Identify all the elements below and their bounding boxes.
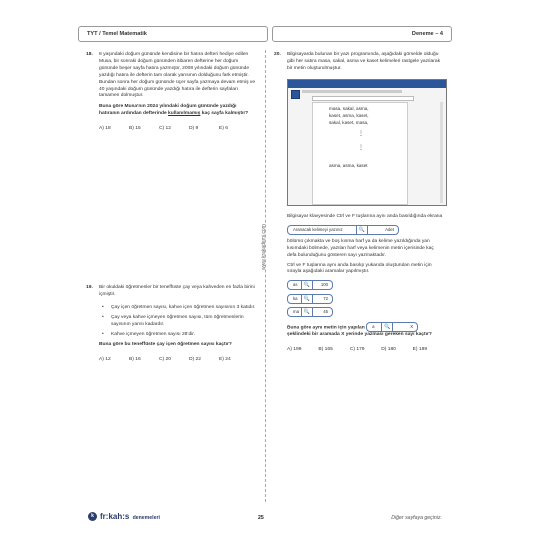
find-box[interactable]	[287, 225, 399, 235]
magnifier-icon: 🔍	[301, 281, 313, 289]
option-e[interactable]: E) 6	[219, 126, 228, 132]
find-count-label: Adet	[385, 226, 394, 232]
option-c[interactable]: C) 20	[159, 357, 171, 363]
search-example	[287, 280, 444, 290]
question-number: 20.	[274, 52, 281, 57]
option-a[interactable]: A) 18	[99, 126, 111, 132]
option-b[interactable]: B) 15	[129, 126, 141, 132]
doc-line: masa, sakal, asma,	[329, 105, 369, 111]
find-count: 72	[323, 295, 328, 301]
logo-subtitle: denemeleri	[132, 515, 160, 521]
question-text: Bilgisayarda bulunan bir yazı programında, aşağıdaki görselde olduğu gibi her satıra masa, sakal, asma ve kaset kelimeleri rastgele yazılarak bir metin oluşturulmuştur.	[287, 52, 441, 71]
question-prompt	[99, 104, 256, 118]
option-b[interactable]: B) 16	[129, 357, 141, 363]
find-box[interactable]	[287, 307, 333, 317]
find-term: ka	[293, 295, 298, 301]
word-app-icon	[291, 90, 300, 99]
option-a[interactable]: A) 12	[99, 357, 111, 363]
ellipsis-dots: ⋮	[358, 144, 365, 151]
find-term: as	[293, 282, 298, 288]
page-footer	[78, 512, 452, 526]
find-box[interactable]	[366, 322, 418, 332]
option-d[interactable]: D) 180	[381, 347, 396, 353]
option-e[interactable]: E) 189	[412, 347, 428, 353]
next-page-note: Diğer sayfaya geçiniz.	[391, 515, 442, 521]
column-divider	[265, 50, 266, 502]
page-number: 25	[258, 515, 264, 521]
explanation-text: Ctrl ve F tuşlarına aynı anda basılıp yukarıda oluşturulan metin için sırayla aşağıdaki aramalar yapılmıştır.	[287, 262, 432, 275]
question-20	[274, 52, 444, 354]
question-18	[86, 52, 256, 133]
find-count: 100	[320, 282, 328, 288]
prompt-part: şeklindeki bir aramada X yerinde yazması gereken sayı kaçtır?	[287, 332, 432, 338]
answer-options	[99, 357, 256, 364]
find-box[interactable]	[287, 280, 333, 290]
question-prompt: Buna göre bu teneffüste çay içen öğretmen sayısı kaçtır?	[99, 342, 232, 348]
toolbar	[302, 90, 402, 93]
option-b[interactable]: B) 165	[318, 347, 333, 353]
option-c[interactable]: C) 12	[159, 126, 171, 132]
option-e[interactable]: E) 24	[219, 357, 231, 363]
option-c[interactable]: C) 179	[349, 347, 365, 353]
instruction-text: Bilgisayar klavyesinde Ctrl ve F tuşlarına aynı anda basıldığında ekrana	[287, 213, 443, 219]
search-example	[287, 307, 444, 317]
question-19	[86, 285, 256, 364]
question-text: 8 yaşındaki doğum gününde kendisine bir hatıra defteri hediye edilen Musa, bir sonraki doğum gününden itibaren defterine her doğum gününde beşer sayfa hatıra yazmıştır, 2008 yılındaki doğum gününde yazdığı hatıra ile defterin tam olarak yarısının dolduğunu fark etmiştir. Bundan sonra her doğum gününde üçer sayfa yazmaya devam etmiş ve 40 yaşındaki doğum gününde yazdığı hatıra ile defterin sayfaları tamamen dolmuştur.	[99, 52, 256, 99]
exam-page	[78, 20, 452, 532]
logo-text: fr:kah:s	[100, 512, 130, 521]
answer-options	[99, 126, 256, 133]
answer-options	[287, 347, 444, 354]
document-area	[312, 102, 408, 205]
magnifier-icon: 🔍	[381, 323, 393, 331]
option-d[interactable]: D) 22	[189, 357, 201, 363]
option-a[interactable]: A) 199	[287, 347, 302, 353]
condition-list	[99, 305, 256, 339]
watermark: www.krakademi.com	[261, 224, 267, 270]
find-count: X	[410, 323, 414, 329]
find-box[interactable]	[287, 294, 333, 304]
question-number: 19.	[86, 285, 93, 290]
find-term: ma	[293, 308, 299, 314]
prompt-part: Buna göre Musa’nın 2024 yılındaki doğum gününde yazdığı hatıranın ardından defterinde	[99, 104, 237, 117]
question-number: 18.	[86, 52, 93, 57]
condition-item: • Kahve içmeyen öğretmen sayısı 28’dir.	[99, 332, 256, 339]
word-processor-window	[287, 79, 447, 206]
find-term: a	[372, 323, 375, 329]
prompt-underlined: kullanılmamış	[168, 111, 201, 117]
scrollbar[interactable]	[440, 102, 443, 203]
condition-item: • Çay veya kahve içmeyen öğretmen sayısı, tüm öğretmenlerin sayısının yarısı kadardır.	[99, 315, 256, 329]
option-d[interactable]: D) 9	[189, 126, 199, 132]
find-count: 45	[323, 308, 328, 314]
explanation-text: bölümü çıkmakta ve boş kısma harf ya da kelime yazıldığında yan kısımdaki bölmede, yazılan harf veya kelimenin metin içerisinde kaç defa bulunduğunu gösteren sayı yazmaktadır.	[287, 238, 434, 258]
ruler	[312, 96, 414, 101]
search-example	[287, 294, 444, 304]
header-exam: Deneme – 4	[272, 26, 452, 42]
title-bar	[288, 80, 446, 88]
logo-badge-icon: k	[88, 512, 97, 521]
doc-line: asma, asma, kaset	[329, 162, 368, 168]
magnifier-icon: 🔍	[301, 308, 313, 316]
magnifier-icon: 🔍	[301, 295, 313, 303]
ellipsis-dots: ⋮	[358, 130, 365, 137]
question-text: Bir okuldaki öğretmenler bir teneffüste çay veya kahveden en fazla birini içmiştir.	[99, 285, 255, 297]
question-prompt	[287, 322, 444, 339]
doc-line: kaset, asma, kaset,	[329, 112, 369, 118]
header-subject: TYT / Temel Matematik	[78, 26, 268, 42]
publisher-logo	[88, 512, 160, 521]
doc-line: sakal, kaset, masa,	[329, 119, 369, 125]
magnifier-icon: 🔍	[356, 226, 368, 234]
prompt-part: Buna göre aynı metin için yapılan	[287, 325, 365, 331]
search-bar-example	[287, 225, 444, 235]
prompt-part: kaç sayfa kalmıştır?	[200, 111, 249, 117]
condition-item: • Çay içen öğretmen sayısı, kahve içen öğretmen sayısının 3 katıdır.	[99, 305, 256, 312]
find-placeholder: Aranacak kelimeyi yazınız	[293, 226, 343, 232]
